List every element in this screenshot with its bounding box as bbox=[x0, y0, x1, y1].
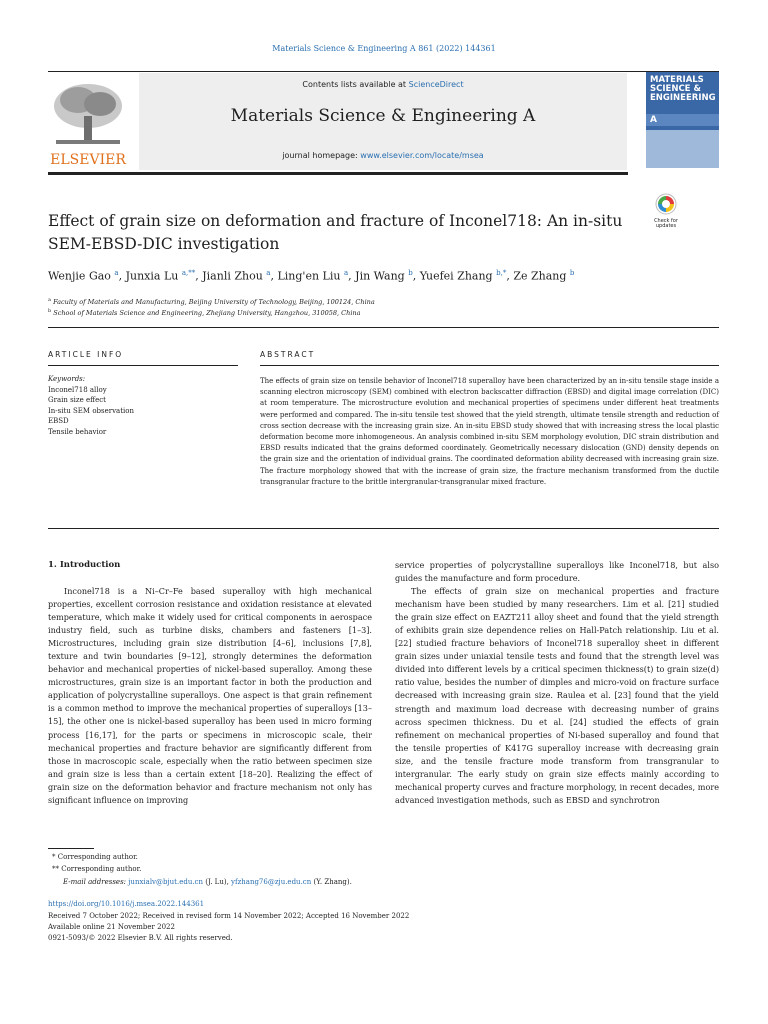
body-left-column bbox=[48, 585, 372, 807]
journal-name: Materials Science & Engineering A bbox=[230, 106, 536, 126]
footnote-rule bbox=[48, 848, 94, 849]
author-name[interactable]: Wenjie Gao bbox=[48, 269, 111, 283]
check-for-updates-badge[interactable] bbox=[650, 193, 682, 231]
elsevier-logo bbox=[48, 78, 128, 166]
keywords-label: Keywords: bbox=[48, 375, 86, 383]
available-online: Available online 21 November 2022 bbox=[48, 923, 175, 931]
journal-homepage-link[interactable]: www.elsevier.com/locate/msea bbox=[360, 151, 484, 160]
author-name[interactable]: Junxia Lu bbox=[125, 269, 179, 283]
sciencedirect-link[interactable]: ScienceDirect bbox=[408, 80, 464, 89]
email-link[interactable]: yfzhang76@zju.edu.cn bbox=[231, 878, 312, 886]
homepage-line bbox=[139, 151, 627, 160]
affiliation-text: School of Materials Science and Engineering, Zhejiang University, Hangzhou, 310058, China bbox=[53, 309, 361, 318]
check-updates-icon bbox=[655, 193, 677, 215]
affiliation-sup: a bbox=[48, 297, 51, 303]
doi-link[interactable]: https://doi.org/10.1016/j.msea.2022.144361 bbox=[48, 900, 205, 908]
footnote-corresponding-1: * Corresponding author. bbox=[52, 853, 138, 861]
header-bottom-rule bbox=[48, 172, 628, 175]
contents-prefix: Contents lists available at bbox=[302, 80, 409, 89]
keyword[interactable]: Inconel718 alloy bbox=[48, 385, 107, 394]
journal-citation[interactable]: Materials Science & Engineering A 861 (2022) 144361 bbox=[272, 44, 496, 53]
elsevier-tree-icon bbox=[48, 78, 128, 166]
body-paragraph: The effects of grain size on mechanical properties and fracture mechanism have been studied by many researchers. Lim et al. [21] studied the grain size effect on EAZT211 alloy sheet and found that the yield strength of exhibits grain size dependence relies on Hall-Patch relationship. Liu et al. [22] studied fracture behaviors of Inconel718 superalloy sheet in different grain sizes under uniaxial tensile tests and found that the strength level was divided into different levels by a critical specimen thickness(t) to grain size(d) ratio value, besides the number of dimples and micro-void on fracture surface decreased with increasing grain size. Raulea et al. [23] found that the yield strength and maximum load decrease with decreasing number of grains across specimen thickness. Du et al. [24] studied the effects of grain refinement on mechanical properties of Ni-based superalloy and found that the tensile properties of K417G superalloy increase with decreasing grain size, and the tensile fracture mode transform from transgranular to intergranular. The early study on grain size effects mainly according to mechanical property curves and fracture morphology, in recent decades, more advanced investigation methods, such as EBSD and synchrotron bbox=[395, 586, 719, 805]
abstract-heading: ABSTRACT bbox=[260, 350, 316, 359]
keyword[interactable]: Tensile behavior bbox=[48, 427, 107, 436]
body-paragraph: service properties of polycrystalline superalloys like Inconel718, but also guides the manufacture and form procedure. bbox=[395, 560, 719, 584]
received-dates: Received 7 October 2022; Received in revised form 14 November 2022; Accepted 16 November 2022 bbox=[48, 912, 410, 920]
author-name[interactable]: Ling'en Liu bbox=[277, 269, 341, 283]
body-right-column bbox=[395, 559, 719, 807]
publisher-wordmark: ELSEVIER bbox=[50, 152, 126, 166]
author-sup[interactable]: a bbox=[266, 269, 271, 277]
title-block-rule bbox=[48, 327, 719, 328]
author-name[interactable]: Yuefei Zhang bbox=[419, 269, 493, 283]
affiliation-text: Faculty of Materials and Manufacturing, Beijing University of Technology, Beijing, 100124, China bbox=[53, 298, 375, 307]
author-sup[interactable]: b,* bbox=[496, 269, 507, 277]
email-link[interactable]: junxialv@bjut.edu.cn bbox=[128, 878, 203, 886]
article-info-rule bbox=[48, 365, 238, 366]
section-heading-introduction: 1. Introduction bbox=[48, 560, 121, 570]
email-owner: (Y. Zhang). bbox=[313, 878, 352, 886]
abstract-rule bbox=[260, 365, 719, 366]
affiliation-sup: b bbox=[48, 308, 52, 314]
author-name[interactable]: Ze Zhang bbox=[513, 269, 567, 283]
article-title: Effect of grain size on deformation and fracture of Inconel718: An in-situ SEM-EBSD-DIC investigation bbox=[48, 212, 623, 253]
homepage-prefix: journal homepage: bbox=[282, 151, 361, 160]
body-paragraph: Inconel718 is a Ni–Cr–Fe based superalloy with high mechanical properties, excellent corrosion resistance and oxidation resistance at elevated temperature, which make it widely used for critical components in aerospace industry field, such as turbine disks, chambers and fasteners [1–3]. Microstructures, including grain size distribution [4–6], inclusions [7,8], texture and twin boundaries [9–12], strongly determines the deformation behavior and mechanical properties of nickel-based superalloy. Among these microstructures, grain size is an important factor in both the production and application of polycrystalline superalloys. One aspect is that grain refinement is a common method to improve the mechanical properties of superalloys [13–15], the other one is nickel-based superalloy has been used in micro forming process [16,17], for the parts or specimens in microscopic scale, their mechanical properties and fracture behavior are significantly different from those in macroscopic scale, especially when the ratio between specimen size and grain size is less than a certain extent [18–20]. Realizing the effect of grain size on the deformation behavior and fracture mechanism not only has significant influence on improving bbox=[48, 586, 372, 805]
footnote-corresponding-2: ** Corresponding author. bbox=[52, 865, 142, 873]
header-top-rule bbox=[48, 71, 719, 72]
author-name[interactable]: Jin Wang bbox=[355, 269, 405, 283]
check-updates-label: Check for updates bbox=[654, 218, 678, 229]
keyword[interactable]: EBSD bbox=[48, 417, 69, 425]
author-sup[interactable]: a bbox=[114, 269, 119, 277]
author-list: Wenjie Gao $^a$, Junxia Lu $^{a,**}$, Jianli Zhou $^a$, Ling'en Liu $^a$, Jin Wang $^b$, Yuefei Zhang $^{b,*}$, Ze Zhang $^b$ bbox=[48, 269, 575, 283]
cover-title: MATERIALS SCIENCE & ENGINEERING bbox=[650, 75, 716, 103]
abstract-bottom-rule bbox=[48, 528, 719, 529]
cover-letter: A bbox=[650, 115, 657, 125]
author-sup[interactable]: b bbox=[408, 269, 413, 277]
footnote-emails bbox=[63, 878, 663, 886]
affiliation-b bbox=[48, 308, 728, 317]
author-sup[interactable]: a bbox=[343, 269, 349, 277]
keyword[interactable]: Grain size effect bbox=[48, 396, 106, 404]
cover-image-area bbox=[646, 130, 719, 168]
author-sup[interactable]: a,** bbox=[181, 269, 196, 277]
email-label: E-mail addresses: bbox=[63, 878, 127, 886]
author-sup[interactable]: b bbox=[569, 269, 575, 277]
keyword[interactable]: In-situ SEM observation bbox=[48, 406, 134, 415]
copyright-notice: 0921-5093/© 2022 Elsevier B.V. All rights reserved. bbox=[48, 934, 233, 942]
journal-cover-image[interactable] bbox=[646, 72, 719, 168]
affiliation-a bbox=[48, 297, 728, 306]
article-info-heading: ARTICLE INFO bbox=[48, 350, 124, 359]
author-name[interactable]: Jianli Zhou bbox=[202, 269, 263, 283]
contents-line bbox=[139, 80, 627, 89]
keywords-block bbox=[48, 374, 238, 437]
abstract-text: The effects of grain size on tensile behavior of Inconel718 superalloy have been characterized by an in-situ tensile stage inside a scanning electron microscopy (SEM) combined with electron backscatter diffraction (EBSD) and digital image correlation (DIC) at room temperature. The microstructure evolution and mechanical properties of specimens under different heat treatments were performed and compared. The in-situ tensile test showed that the yield strength, ultimate tensile strength and reduction of cross section decrease with the increasing grain size. An in-situ EBSD study showed that with increasing stress the local plastic deformation become more inhomogeneous. An analysis combined in-situ SEM morphology evolution, DIC strain distribution and EBSD results indicated that the grains deformed coordinately. Geometrically necessary dislocation (GND) density depends on the grain size and the orientation of individual grains. The coordinated deformation ability decreased with increasing grain size. The fracture morphology showed that with the increase of grain size, the fracture mechanism transformed from the ductile transgranular fracture to the brittle intergranular-transgranular mixed fracture. bbox=[260, 377, 719, 486]
email-owner: (J. Lu), bbox=[205, 878, 229, 886]
